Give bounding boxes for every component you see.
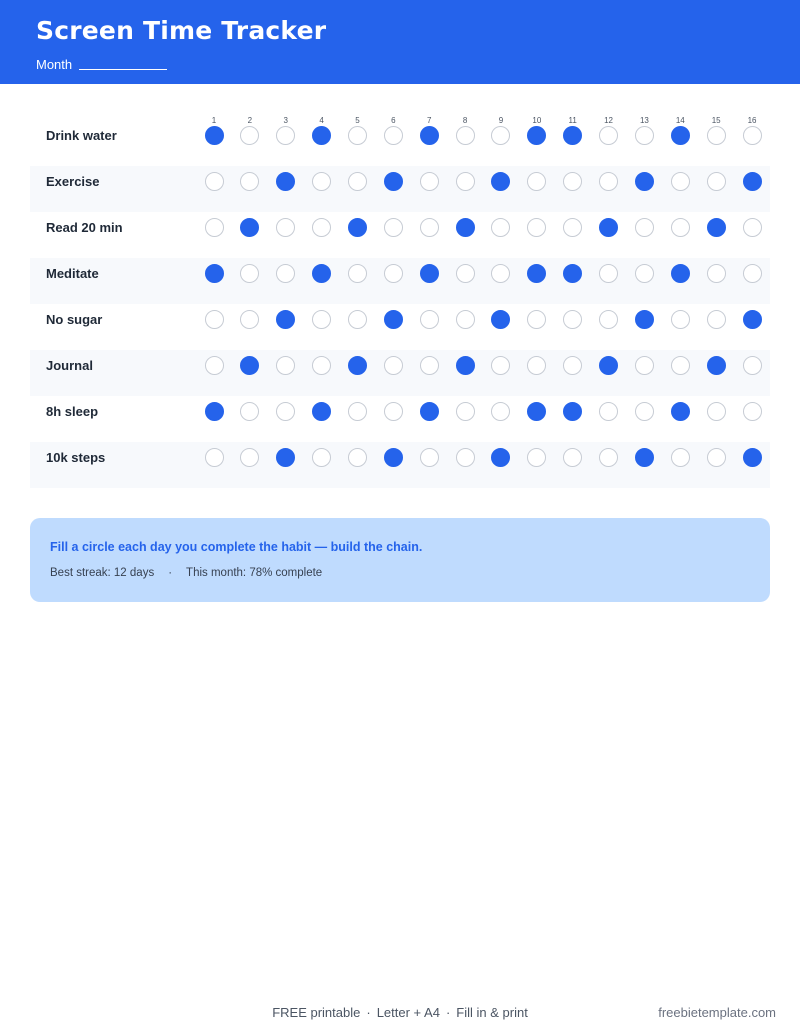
habit-row xyxy=(30,350,770,396)
day-circle-filled[interactable] xyxy=(671,126,690,145)
day-circle-filled[interactable] xyxy=(384,310,403,329)
day-number: 7 xyxy=(426,116,432,125)
day-circle-empty[interactable] xyxy=(707,126,726,145)
day-circle-filled[interactable] xyxy=(491,448,510,467)
day-circle-empty[interactable] xyxy=(491,356,510,375)
day-circle-empty[interactable] xyxy=(491,402,510,421)
day-circle-filled[interactable] xyxy=(348,218,367,237)
day-circle-empty[interactable] xyxy=(563,172,582,191)
habit-label: Drink water xyxy=(46,128,117,143)
day-number: 9 xyxy=(498,116,504,125)
day-circle-empty[interactable] xyxy=(599,402,618,421)
habit-label: No sugar xyxy=(46,312,103,327)
day-circle-empty[interactable] xyxy=(240,402,259,421)
month-field xyxy=(36,56,167,72)
day-circle-empty[interactable] xyxy=(240,126,259,145)
day-circle-filled[interactable] xyxy=(563,402,582,421)
day-circle-filled[interactable] xyxy=(527,126,546,145)
habit-label: Journal xyxy=(46,358,93,373)
footer-free-printable: FREE printable xyxy=(272,1005,361,1020)
day-circle-empty[interactable] xyxy=(205,172,224,191)
day-circle-empty[interactable] xyxy=(635,356,654,375)
day-number: 11 xyxy=(568,116,577,125)
footer-paper-sizes: Letter + A4 xyxy=(376,1005,440,1020)
habit-row xyxy=(30,442,770,488)
day-circle-filled[interactable] xyxy=(635,448,654,467)
day-circle-filled[interactable] xyxy=(240,356,259,375)
day-circle-empty[interactable] xyxy=(420,172,439,191)
day-circle-empty[interactable] xyxy=(563,310,582,329)
day-circle-empty[interactable] xyxy=(635,264,654,283)
footer-site-link[interactable]: freebietemplate.com xyxy=(658,1005,776,1020)
habit-label: 10k steps xyxy=(46,450,106,465)
day-circle-filled[interactable] xyxy=(348,356,367,375)
day-circle-empty[interactable] xyxy=(671,172,690,191)
day-circle-empty[interactable] xyxy=(527,356,546,375)
stats-line xyxy=(50,567,322,579)
day-circle-filled[interactable] xyxy=(205,264,224,283)
day-circle-empty[interactable] xyxy=(599,310,618,329)
day-circle-filled[interactable] xyxy=(491,172,510,191)
day-circle-empty[interactable] xyxy=(456,310,475,329)
day-circle-empty[interactable] xyxy=(743,402,762,421)
day-circle-empty[interactable] xyxy=(743,264,762,283)
day-circle-empty[interactable] xyxy=(312,356,331,375)
day-circle-filled[interactable] xyxy=(563,126,582,145)
day-circle-filled[interactable] xyxy=(635,172,654,191)
day-circle-empty[interactable] xyxy=(707,172,726,191)
day-circle-filled[interactable] xyxy=(707,356,726,375)
day-circle-empty[interactable] xyxy=(527,172,546,191)
day-circle-empty[interactable] xyxy=(743,218,762,237)
day-circle-filled[interactable] xyxy=(205,402,224,421)
day-circle-empty[interactable] xyxy=(491,126,510,145)
day-circle-empty[interactable] xyxy=(312,448,331,467)
day-circle-empty[interactable] xyxy=(707,402,726,421)
habit-label: Read 20 min xyxy=(46,220,123,235)
day-circle-filled[interactable] xyxy=(743,310,762,329)
day-circle-empty[interactable] xyxy=(205,218,224,237)
best-streak: Best streak: 12 days xyxy=(50,567,155,579)
day-circle-empty[interactable] xyxy=(312,310,331,329)
day-circle-empty[interactable] xyxy=(635,402,654,421)
day-circle-filled[interactable] xyxy=(312,126,331,145)
day-circle-filled[interactable] xyxy=(384,172,403,191)
day-circle-filled[interactable] xyxy=(420,264,439,283)
day-circle-empty[interactable] xyxy=(348,126,367,145)
footer-separator: · xyxy=(445,1005,451,1020)
day-number: 2 xyxy=(247,116,253,125)
day-circle-filled[interactable] xyxy=(527,402,546,421)
day-number: 3 xyxy=(283,116,288,125)
day-circle-empty[interactable] xyxy=(420,310,439,329)
day-circle-empty[interactable] xyxy=(240,310,259,329)
day-circle-filled[interactable] xyxy=(276,172,295,191)
day-circle-empty[interactable] xyxy=(635,126,654,145)
day-circle-empty[interactable] xyxy=(563,218,582,237)
day-circle-filled[interactable] xyxy=(707,218,726,237)
day-circle-filled[interactable] xyxy=(312,402,331,421)
day-circle-empty[interactable] xyxy=(384,126,403,145)
day-circle-filled[interactable] xyxy=(563,264,582,283)
day-circle-empty[interactable] xyxy=(635,218,654,237)
day-circle-empty[interactable] xyxy=(491,264,510,283)
day-circle-filled[interactable] xyxy=(420,402,439,421)
day-circle-empty[interactable] xyxy=(527,310,546,329)
day-circle-filled[interactable] xyxy=(671,402,690,421)
day-circle-empty[interactable] xyxy=(707,264,726,283)
day-circle-empty[interactable] xyxy=(527,218,546,237)
footer-separator: · xyxy=(366,1005,371,1020)
day-circle-empty[interactable] xyxy=(599,126,618,145)
page-title: Screen Time Tracker xyxy=(36,16,327,45)
day-circle-filled[interactable] xyxy=(635,310,654,329)
day-circle-filled[interactable] xyxy=(276,310,295,329)
day-circle-filled[interactable] xyxy=(312,264,331,283)
habit-label: Meditate xyxy=(46,266,99,281)
day-circle-empty[interactable] xyxy=(348,402,367,421)
day-circle-empty[interactable] xyxy=(384,356,403,375)
day-circle-filled[interactable] xyxy=(240,218,259,237)
habit-row xyxy=(30,116,770,166)
day-number: 8 xyxy=(462,116,468,125)
day-circle-empty[interactable] xyxy=(563,448,582,467)
day-circle-empty[interactable] xyxy=(205,448,224,467)
day-circle-empty[interactable] xyxy=(276,402,295,421)
day-number: 1 xyxy=(211,116,217,125)
habit-tracker-grid xyxy=(30,116,770,488)
day-circle-filled[interactable] xyxy=(456,356,475,375)
day-number: 14 xyxy=(675,116,685,125)
day-circle-empty[interactable] xyxy=(312,172,331,191)
day-circle-empty[interactable] xyxy=(384,264,403,283)
day-circle-filled[interactable] xyxy=(276,448,295,467)
day-circle-filled[interactable] xyxy=(420,126,439,145)
day-number: 13 xyxy=(639,116,649,125)
day-circle-empty[interactable] xyxy=(456,264,475,283)
day-circle-empty[interactable] xyxy=(707,310,726,329)
day-circle-empty[interactable] xyxy=(671,448,690,467)
header-banner xyxy=(0,0,800,84)
day-circle-filled[interactable] xyxy=(671,264,690,283)
habit-row xyxy=(30,396,770,442)
habit-row xyxy=(30,258,770,304)
habit-label: 8h sleep xyxy=(46,404,99,419)
day-circle-empty[interactable] xyxy=(707,448,726,467)
day-circle-empty[interactable] xyxy=(348,172,367,191)
month-blank-line[interactable] xyxy=(79,56,167,70)
month-label: Month xyxy=(36,57,73,72)
day-circle-empty[interactable] xyxy=(348,310,367,329)
day-circle-empty[interactable] xyxy=(599,448,618,467)
footer-fill-print: Fill in & print xyxy=(456,1005,528,1020)
day-circle-empty[interactable] xyxy=(240,172,259,191)
day-circle-empty[interactable] xyxy=(276,264,295,283)
day-number: 5 xyxy=(355,116,360,125)
info-box xyxy=(30,518,770,602)
day-circle-filled[interactable] xyxy=(456,218,475,237)
day-circle-empty[interactable] xyxy=(348,264,367,283)
day-circle-filled[interactable] xyxy=(205,126,224,145)
day-circle-empty[interactable] xyxy=(420,218,439,237)
day-circle-empty[interactable] xyxy=(348,448,367,467)
day-circle-empty[interactable] xyxy=(456,126,475,145)
day-circle-empty[interactable] xyxy=(205,356,224,375)
day-circle-empty[interactable] xyxy=(276,356,295,375)
day-circle-empty[interactable] xyxy=(743,356,762,375)
day-circle-empty[interactable] xyxy=(384,218,403,237)
day-circle-filled[interactable] xyxy=(743,448,762,467)
day-circle-empty[interactable] xyxy=(205,310,224,329)
day-circle-filled[interactable] xyxy=(743,172,762,191)
day-number: 16 xyxy=(747,116,757,125)
day-number: 6 xyxy=(391,116,396,125)
day-circle-empty[interactable] xyxy=(456,172,475,191)
day-circle-empty[interactable] xyxy=(456,448,475,467)
day-circle-empty[interactable] xyxy=(456,402,475,421)
day-circle-empty[interactable] xyxy=(384,402,403,421)
day-circle-empty[interactable] xyxy=(671,310,690,329)
day-circle-filled[interactable] xyxy=(491,310,510,329)
day-circle-empty[interactable] xyxy=(276,218,295,237)
day-number: 15 xyxy=(711,116,721,125)
day-circle-empty[interactable] xyxy=(276,126,295,145)
day-circle-empty[interactable] xyxy=(420,356,439,375)
day-circle-filled[interactable] xyxy=(527,264,546,283)
day-circle-empty[interactable] xyxy=(599,264,618,283)
day-circle-empty[interactable] xyxy=(671,356,690,375)
day-circle-empty[interactable] xyxy=(240,264,259,283)
day-circle-empty[interactable] xyxy=(240,448,259,467)
day-number: 10 xyxy=(532,116,542,125)
stats-separator: · xyxy=(168,567,173,579)
day-number: 4 xyxy=(319,116,324,125)
instruction-text: Fill a circle each day you complete the habit — build the chain. xyxy=(50,540,423,554)
day-number: 12 xyxy=(604,116,614,125)
day-circle-empty[interactable] xyxy=(599,172,618,191)
habit-row xyxy=(30,166,770,212)
day-circle-empty[interactable] xyxy=(420,448,439,467)
day-circle-filled[interactable] xyxy=(384,448,403,467)
day-circle-filled[interactable] xyxy=(599,356,618,375)
day-circle-empty[interactable] xyxy=(563,356,582,375)
day-circle-filled[interactable] xyxy=(599,218,618,237)
habit-row xyxy=(30,304,770,350)
day-circle-empty[interactable] xyxy=(743,126,762,145)
day-circle-empty[interactable] xyxy=(312,218,331,237)
habit-label: Exercise xyxy=(46,174,100,189)
day-circle-empty[interactable] xyxy=(527,448,546,467)
day-circle-empty[interactable] xyxy=(491,218,510,237)
month-completion: This month: 78% complete xyxy=(186,567,323,579)
day-circle-empty[interactable] xyxy=(671,218,690,237)
habit-row xyxy=(30,212,770,258)
